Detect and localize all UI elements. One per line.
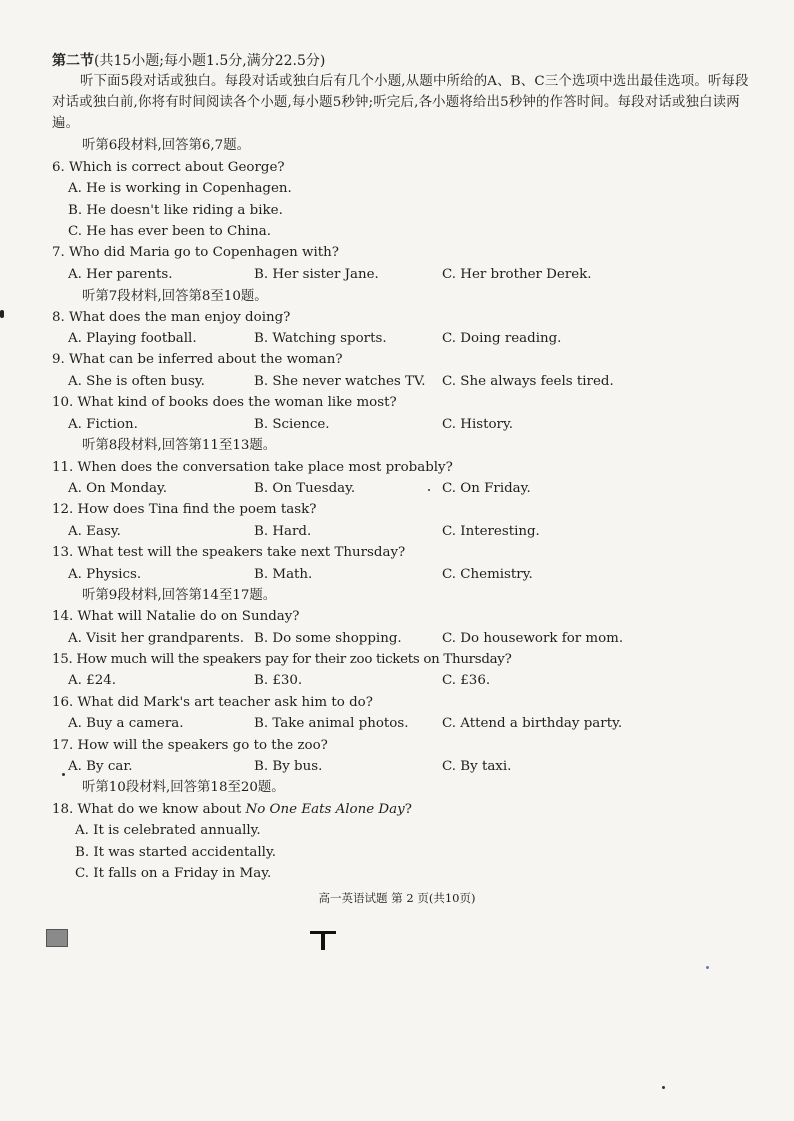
question-10-option-b: B. Science. xyxy=(254,417,330,432)
question-16-option-b: B. Take animal photos. xyxy=(254,716,409,731)
question-8-option-c: C. Doing reading. xyxy=(442,331,562,346)
question-6-option-a: A. He is working in Copenhagen. xyxy=(68,181,292,196)
question-10-option-c: C. History. xyxy=(442,417,513,432)
question-12-option-b: B. Hard. xyxy=(254,524,312,539)
question-15-option-c: C. £36. xyxy=(442,673,491,688)
question-17-option-a: A. By car. xyxy=(68,759,133,774)
question-15-option-a: A. £24. xyxy=(68,673,116,688)
material-10-heading: 听第10段材料,回答第18至20题。 xyxy=(82,780,285,795)
section-title: 第二节 xyxy=(52,53,94,69)
question-13-option-b: B. Math. xyxy=(254,567,313,582)
scan-speck xyxy=(62,773,65,776)
material-8-heading: 听第8段材料,回答第11至13题。 xyxy=(82,438,277,453)
question-7-stem: 7. Who did Maria go to Copenhagen with? xyxy=(52,245,339,260)
question-17-option-b: B. By bus. xyxy=(254,759,323,774)
question-6-stem: 6. Which is correct about George? xyxy=(52,160,285,175)
question-14-stem: 14. What will Natalie do on Sunday? xyxy=(52,609,300,624)
scan-speck xyxy=(428,489,430,491)
page-footer: 高一英语试题 第 2 页(共10页) xyxy=(318,891,476,905)
question-18-stem-suffix: ? xyxy=(404,802,412,817)
question-6-option-c: C. He has ever been to China. xyxy=(68,224,271,239)
question-10-stem: 10. What kind of books does the woman like most? xyxy=(52,395,397,410)
question-12-option-a: A. Easy. xyxy=(68,524,121,539)
question-11-option-a: A. On Monday. xyxy=(68,481,168,496)
question-14-option-c: C. Do housework for mom. xyxy=(442,631,624,646)
question-10-option-a: A. Fiction. xyxy=(68,417,138,432)
question-18-stem-prefix: 18. What do we know about xyxy=(52,802,246,817)
question-16-option-c: C. Attend a birthday party. xyxy=(442,716,623,731)
question-15-stem: 15. How much will the speakers pay for their zoo tickets on Thursday? xyxy=(52,652,512,667)
question-18-stem-title: No One Eats Alone Day xyxy=(245,802,405,817)
material-7-heading: 听第7段材料,回答第8至10题。 xyxy=(82,289,268,304)
question-17-stem: 17. How will the speakers go to the zoo? xyxy=(52,738,328,753)
question-12-stem: 12. How does Tina find the poem task? xyxy=(52,502,317,517)
scan-edge-mark xyxy=(0,310,4,318)
question-13-stem: 13. What test will the speakers take next Thursday? xyxy=(52,545,406,560)
section-header xyxy=(52,52,325,70)
question-9-option-c: C. She always feels tired. xyxy=(442,374,614,389)
question-8-option-a: A. Playing football. xyxy=(68,331,197,346)
question-13-option-a: A. Physics. xyxy=(68,567,142,582)
question-18-option-b: B. It was started accidentally. xyxy=(75,845,276,860)
question-16-stem: 16. What did Mark's art teacher ask him to do? xyxy=(52,695,373,710)
question-13-option-c: C. Chemistry. xyxy=(442,567,533,582)
scan-registration-mark xyxy=(46,929,68,947)
question-14-option-b: B. Do some shopping. xyxy=(254,631,402,646)
question-18-stem xyxy=(52,801,412,819)
binding-mark-icon xyxy=(308,928,338,952)
scan-speck xyxy=(706,966,709,969)
question-9-stem: 9. What can be inferred about the woman? xyxy=(52,352,343,367)
material-6-heading: 听第6段材料,回答第6,7题。 xyxy=(82,138,250,153)
question-7-option-a: A. Her parents. xyxy=(68,267,173,282)
question-9-option-b: B. She never watches TV. xyxy=(254,374,426,389)
question-18-option-a: A. It is celebrated annually. xyxy=(75,823,261,838)
section-instructions: 听下面5段对话或独白。每段对话或独白后有几个小题,从题中所给的A、B、C三个选项中选出最佳选项。听每段对话或独白前,你将有时间阅读各个小题,每小题5秒钟;听完后,各小题将给出5秒钟的作答时间。每段对话或独白读两遍。 xyxy=(52,74,749,131)
section-rule: (共15小题;每小题1.5分,满分22.5分) xyxy=(94,53,326,69)
question-14-option-a: A. Visit her grandparents. xyxy=(68,631,245,646)
question-11-option-c: C. On Friday. xyxy=(442,481,531,496)
question-7-option-b: B. Her sister Jane. xyxy=(254,267,379,282)
question-8-option-b: B. Watching sports. xyxy=(254,331,387,346)
question-17-option-c: C. By taxi. xyxy=(442,759,512,774)
question-15-option-b: B. £30. xyxy=(254,673,303,688)
question-8-stem: 8. What does the man enjoy doing? xyxy=(52,310,291,325)
question-12-option-c: C. Interesting. xyxy=(442,524,540,539)
question-11-option-b: B. On Tuesday. xyxy=(254,481,356,496)
scan-speck xyxy=(662,1086,665,1089)
question-18-option-c: C. It falls on a Friday in May. xyxy=(75,866,272,881)
question-6-option-b: B. He doesn't like riding a bike. xyxy=(68,203,283,218)
material-9-heading: 听第9段材料,回答第14至17题。 xyxy=(82,588,277,603)
question-11-stem: 11. When does the conversation take place most probably? xyxy=(52,460,453,475)
question-16-option-a: A. Buy a camera. xyxy=(68,716,184,731)
question-9-option-a: A. She is often busy. xyxy=(68,374,205,389)
question-7-option-c: C. Her brother Derek. xyxy=(442,267,592,282)
